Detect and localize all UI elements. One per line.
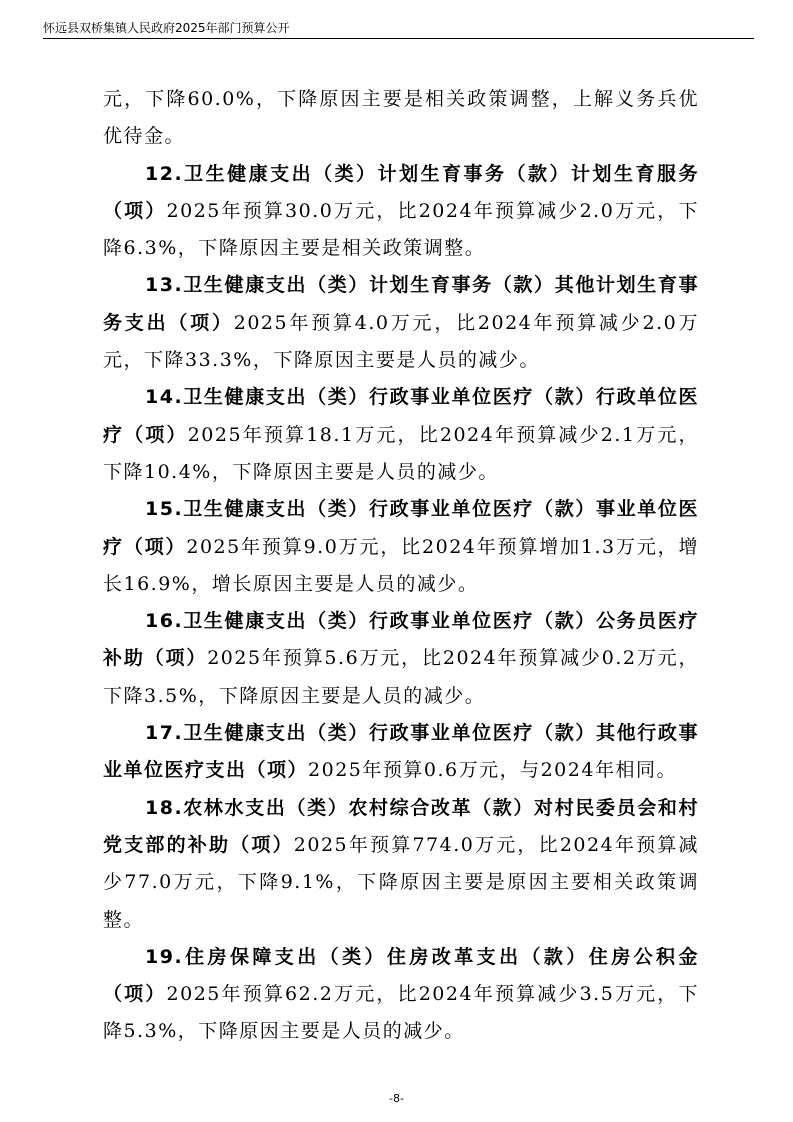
budget-item-text: 2025年预算62.2万元，比2024年预算减少3.5万元，下降5.3%，下降原因主要是人员的减少。	[103, 983, 699, 1043]
budget-item-heading: 12.卫生健康支出（类）计划生育事务（款）计划生育服务（项）	[103, 162, 699, 222]
budget-item-18	[103, 790, 699, 939]
continuation-paragraph: 元，下降60.0%，下降原因主要是相关政策调整，上解义务兵优优待金。	[103, 88, 699, 148]
budget-item-heading: 18.农林水支出（类）农村综合改革（款）对村民委员会和村党支部的补助（项）	[103, 796, 699, 856]
budget-item-heading: 19.住房保障支出（类）住房改革支出（款）住房公积金（项）	[103, 945, 699, 1006]
budget-item-heading: 17.卫生健康支出（类）行政事业单位医疗（款）其他行政事业单位医疗支出（项）	[103, 722, 699, 782]
page-header-title: 怀远县双桥集镇人民政府2025年部门预算公开	[43, 21, 290, 35]
budget-item-19	[103, 939, 699, 1051]
budget-item-text: 2025年预算4.0万元，比2024年预算减少2.0万元，下降33.3%，下降原因主要是人员的减少。	[103, 311, 699, 372]
budget-item-text: 2025年预算18.1万元，比2024年预算减少2.1万元，下降10.4%，下降原因主要是人员的减少。	[103, 423, 699, 483]
page-number: -8-	[389, 1092, 404, 1105]
budget-item-16	[103, 603, 699, 715]
budget-item-text: 2025年预算30.0万元，比2024年预算减少2.0万元，下降6.3%，下降原因主要是相关政策调整。	[103, 199, 699, 260]
budget-item-12	[103, 156, 699, 268]
document-body	[103, 81, 699, 1051]
budget-item-heading: 15.卫生健康支出（类）行政事业单位医疗（款）事业单位医疗（项）	[103, 498, 699, 558]
budget-item-14	[103, 379, 699, 491]
budget-item-heading: 14.卫生健康支出（类）行政事业单位医疗（款）行政单位医疗（项）	[103, 386, 699, 446]
budget-item-text: 2025年预算0.6万元，与2024年相同。	[308, 759, 677, 782]
budget-item-text: 2025年预算9.0万元，比2024年预算增加1.3万元，增长16.9%，增长原因主要是人员的减少。	[103, 535, 699, 595]
budget-item-15	[103, 491, 699, 603]
budget-item-text: 2025年预算5.6万元，比2024年预算减少0.2万元，下降3.5%，下降原因主要是人员的减少。	[103, 647, 699, 707]
budget-item-heading: 13.卫生健康支出（类）计划生育事务（款）其他计划生育事务支出（项）	[103, 274, 699, 334]
budget-item-13	[103, 267, 699, 379]
budget-item-text: 2025年预算774.0万元，比2024年预算减少77.0万元，下降9.1%，下降原因主要是原因主要相关政策调整。	[103, 833, 699, 931]
budget-item-17	[103, 715, 699, 790]
header-divider	[43, 38, 754, 39]
budget-item-heading: 16.卫生健康支出（类）行政事业单位医疗（款）公务员医疗补助（项）	[103, 610, 699, 670]
